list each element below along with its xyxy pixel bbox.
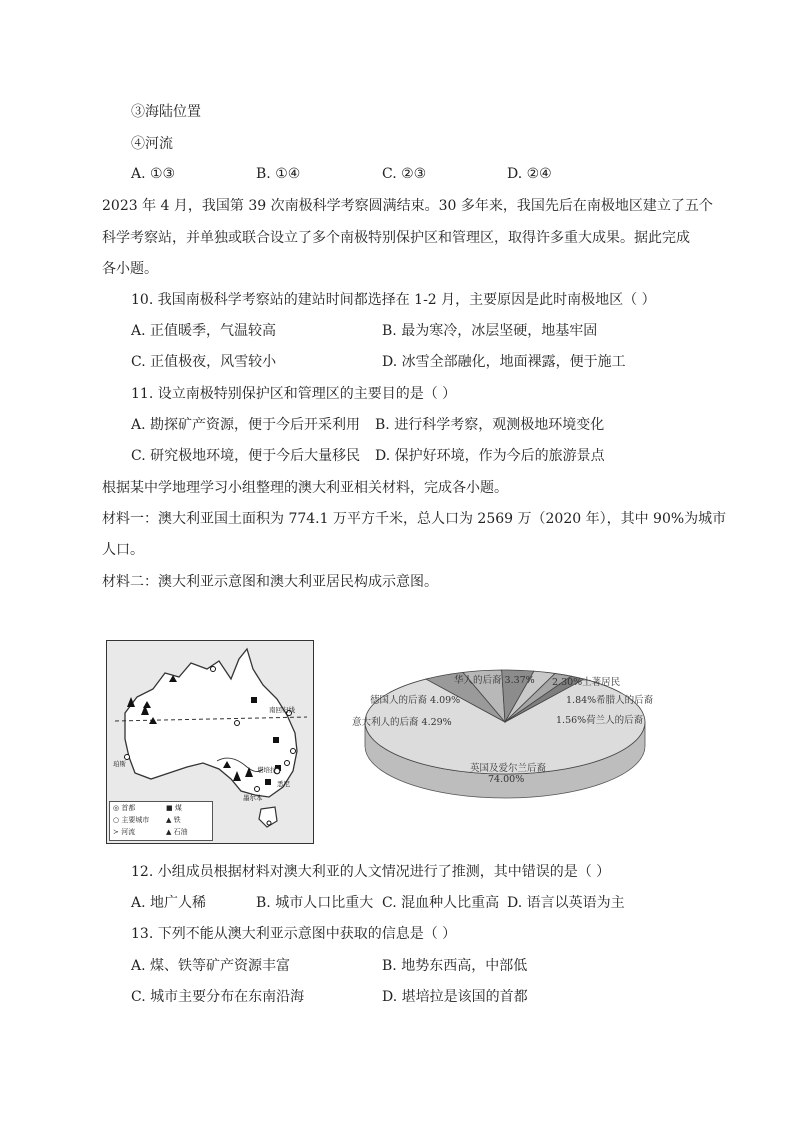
q12-option-c: C. 混血种人比重高: [382, 895, 500, 911]
map-legend: [109, 801, 213, 841]
label-chinese: 华人的后裔 3.37%: [454, 675, 535, 686]
q9-option-b: B. ①④: [256, 166, 301, 182]
q13-option-d: D. 堪培拉是该国的首都: [382, 989, 528, 1005]
q13-option-c: C. 城市主要分布在东南沿海: [131, 989, 305, 1005]
q11-option-c: C. 研究极地环境，便于今后大量移民: [131, 448, 361, 464]
question-12: 12. 小组成员根据材料对澳大利亚的人文情况进行了推测，其中错误的是（ ）: [131, 864, 611, 880]
population-pie-chart: [330, 660, 690, 825]
legend-coal: ■ 煤: [166, 804, 182, 812]
q9-option-a: A. ①③: [131, 166, 176, 182]
question-10: 10. 我国南极科学考察站的建站时间都选择在 1-2 月，主要原因是此时南极地区（ ）: [131, 292, 656, 308]
city-icon: ○: [113, 816, 120, 824]
material-2: 材料二：澳大利亚示意图和澳大利亚居民构成示意图。: [102, 574, 438, 590]
city-perth-label: 珀斯: [113, 760, 126, 768]
intro-antarctic-line2: 科学考察站，并单独或联合设立了多个南极特别保护区和管理区，取得许多重大成果。据此完成: [102, 230, 690, 246]
intro-antarctic-line1: 2023 年 4 月，我国第 39 次南极科学考察圆满结束。30 多年来，我国先后在南极地区建立了五个: [102, 198, 713, 214]
q10-option-d: D. 冰雪全部融化，地面裸露，便于施工: [382, 354, 626, 370]
q11-option-a: A. 勘探矿产资源，便于今后开采利用: [131, 417, 361, 433]
coal-legend-icon: ■: [166, 804, 173, 812]
city-sydney-label: 悉尼: [277, 780, 290, 788]
city-dot: [211, 667, 216, 672]
legend-capital: ◎ 首都: [113, 804, 136, 812]
label-german: 德国人的后裔 4.09%: [370, 695, 461, 706]
coal-icon: [251, 697, 257, 703]
iron-legend-icon: ▲: [166, 816, 172, 824]
premise-3: ③海陆位置: [131, 104, 201, 120]
legend-oil: ▲ 石油: [166, 828, 188, 836]
q13-option-b: B. 地势东西高，中部低: [382, 958, 528, 974]
question-11: 11. 设立南极特别保护区和管理区的主要目的是（ ）: [131, 386, 457, 402]
q13-option-a: A. 煤、铁等矿产资源丰富: [131, 958, 291, 974]
q11-option-d: D. 保护好环境，作为今后的旅游景点: [375, 448, 605, 464]
label-british: 英国及爱尔兰后裔: [470, 763, 547, 774]
q12-option-a: A. 地广人稀: [131, 895, 207, 911]
coal-icon: [265, 779, 271, 785]
material-1-line2: 人口。: [102, 542, 144, 558]
intro-antarctic-line3: 各小题。: [102, 261, 158, 277]
label-greek: 1.84%希腊人的后裔: [566, 695, 654, 706]
label-italian: 意大利人的后裔 4.29%: [352, 717, 452, 728]
q12-option-b: B. 城市人口比重大: [256, 895, 374, 911]
capital-icon: ◎: [113, 804, 120, 812]
city-dot: [235, 721, 240, 726]
legend-river: ≻ 河流: [113, 828, 136, 836]
premise-4: ④河流: [131, 136, 173, 152]
label-aboriginal: 2.30%土著居民: [552, 677, 621, 688]
city-dot: [291, 749, 296, 754]
city-hobart-dot: [267, 821, 271, 825]
city-sydney-dot: [285, 761, 290, 766]
legend-iron: ▲ 铁: [166, 816, 181, 824]
q9-option-c: C. ②③: [382, 166, 427, 182]
material-1-line1: 材料一：澳大利亚国土面积为 774.1 万平方千米，总人口为 2569 万（2020 年），其中 90%为城市: [102, 511, 727, 527]
label-dutch: 1.56%荷兰人的后裔: [556, 715, 644, 726]
q12-option-d: D. 语言以英语为主: [507, 895, 625, 911]
river-icon: ≻: [113, 828, 119, 836]
legend-city: ○ 主要城市: [113, 816, 150, 824]
q9-option-d: D. ②④: [507, 166, 552, 182]
city-melbourne-dot: [255, 787, 260, 792]
australia-map: [106, 640, 314, 844]
oil-legend-icon: ▲: [166, 828, 172, 836]
label-british-value: 74.00%: [488, 774, 525, 785]
intro-australia: 根据某中学地理学习小组整理的澳大利亚相关材料，完成各小题。: [102, 480, 508, 496]
q10-option-c: C. 正值极夜，风雪较小: [131, 354, 277, 370]
city-canberra-label: 堪培拉: [257, 766, 277, 774]
coal-icon: [273, 737, 279, 743]
q11-option-b: B. 进行科学考察，观测极地环境变化: [375, 417, 605, 433]
tropic-label: 南回归线: [269, 706, 295, 714]
q10-option-a: A. 正值暖季，气温较高: [131, 323, 277, 339]
q10-option-b: B. 最为寒冷，冰层坚硬，地基牢固: [382, 323, 598, 339]
question-13: 13. 下列不能从澳大利亚示意图中获取的信息是（ ）: [131, 926, 457, 942]
city-melbourne-label: 墨尔本: [243, 794, 263, 802]
